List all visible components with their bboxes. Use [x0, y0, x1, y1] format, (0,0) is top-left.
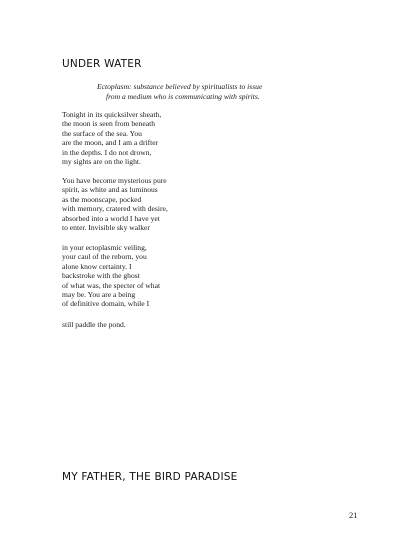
poem-line: of what was, the specter of what: [62, 280, 161, 290]
poem-line: absorbed into a world I have yet: [62, 213, 160, 223]
poem-line: of definitive domain, while I: [62, 299, 150, 309]
poem-line: in the depths. I do not drown,: [62, 147, 152, 157]
poem-line: to enter. Invisible sky walker: [62, 223, 150, 233]
poem-line: with memory, cratered with desire,: [62, 204, 168, 214]
poem-line: my sights are on the light.: [62, 157, 141, 167]
stanza-2: [62, 176, 168, 232]
poem-line: in your ectoplasmic veiling,: [62, 243, 147, 252]
poem-line: You have become mysterious pure: [62, 176, 167, 185]
page-number: 21: [349, 510, 358, 520]
poem-line: your caul of the reborn, you: [62, 252, 147, 262]
poem-line: the moon is seen from beneath: [62, 119, 155, 129]
stanza-1: [62, 110, 161, 166]
poem-line: backstroke with the ghost: [62, 271, 140, 281]
poem-line: alone know certainty. I: [62, 261, 132, 271]
poem-line: Tonight in its quicksilver sheath,: [62, 110, 162, 119]
epigraph-line: from a medium who is communicating with spirits.: [106, 92, 260, 101]
stanza-4: [62, 320, 126, 329]
stanza-3: [62, 243, 160, 309]
epigraph-line: Ectoplasm: substance believed by spiritualists to issue: [97, 82, 263, 91]
poem-line: may be. You are a being: [62, 290, 136, 300]
poem-title: MY FATHER, THE BIRD PARADISE: [62, 471, 238, 483]
poem-line: spirit, as white and as luminous: [62, 185, 158, 195]
poem-line: the surface of the sea. You: [62, 128, 142, 138]
poem-line: still paddle the pond.: [62, 320, 126, 329]
poem-line: are the moon, and I am a drifter: [62, 138, 159, 148]
epigraph: [97, 82, 262, 102]
poem-line: as the moonscape, pocked: [62, 194, 142, 204]
poem-title: UNDER WATER: [62, 58, 142, 70]
